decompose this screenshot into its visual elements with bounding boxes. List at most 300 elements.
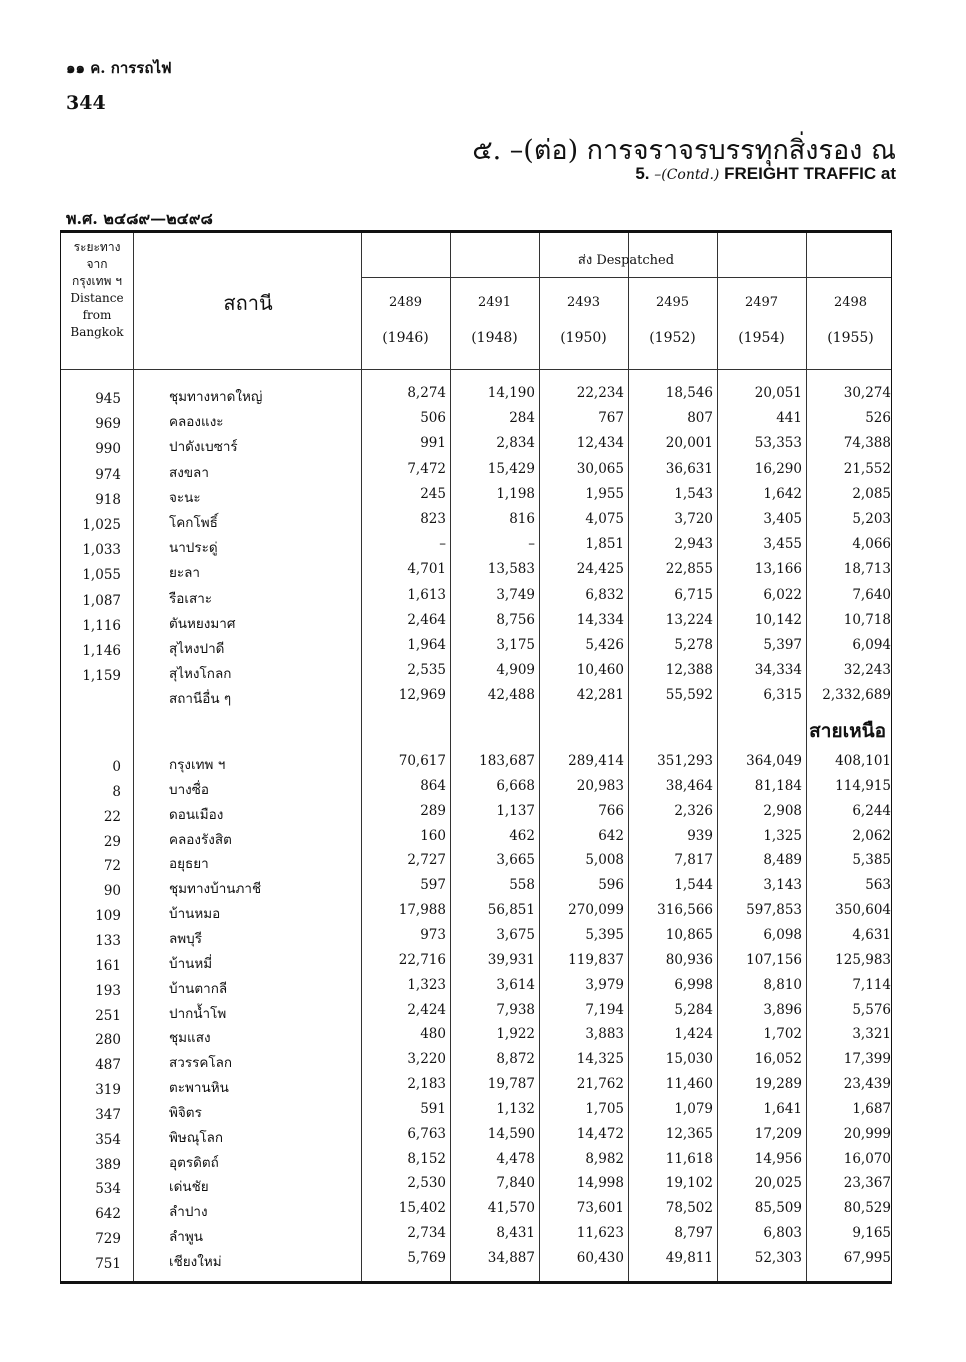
value-cell: 160 [420,827,446,844]
table-row [61,1101,891,1126]
value-cell: 1,543 [674,485,713,502]
value-cell: 24,425 [576,561,624,578]
value-cell: 70,617 [398,753,446,769]
value-cell: 20,999 [843,1125,891,1142]
value-cell: 74,388 [843,435,891,452]
value-cell: 6,094 [852,637,891,653]
station-name-cell: ลพบุรี [169,930,202,947]
english-title-contd: –(Contd.) [654,167,720,183]
value-cell: 6,998 [674,976,713,993]
value-cell: 22,716 [398,951,446,968]
station-name-cell: ลำปาง [169,1204,208,1221]
value-cell: 8,756 [496,611,535,628]
distance-cell: 347 [95,1106,121,1123]
value-cell: 7,817 [674,852,713,869]
value-cell: 2,943 [674,536,713,553]
year-column-header [717,295,806,346]
year-column-header [450,295,539,346]
value-cell: 6,668 [496,777,535,794]
distance-cell: 751 [95,1256,121,1272]
value-cell: 12,365 [665,1125,713,1142]
value-cell: 597 [420,877,446,894]
value-cell: 15,030 [665,1051,713,1068]
value-cell: 642 [598,827,624,844]
value-cell: 14,334 [576,611,624,628]
distance-header-line: กรุงเทพ ฯ [71,274,123,288]
value-cell: 2,062 [852,827,891,844]
distance-cell: 8 [112,783,121,800]
value-cell: 7,640 [852,586,891,603]
distance-cell: 487 [95,1057,121,1074]
value-cell: 3,614 [496,976,535,993]
distance-cell: 1,159 [82,668,121,685]
value-cell: 19,289 [754,1076,802,1093]
header-rule [61,369,891,370]
station-name-cell: พิษณุโลก [169,1129,224,1146]
value-cell: 6,832 [585,586,624,603]
value-cell: 53,353 [754,435,802,452]
value-cell: 1,641 [763,1100,802,1117]
value-cell: 22,855 [665,561,713,578]
value-cell: 3,979 [585,976,624,993]
table-row [61,385,891,410]
table-row [61,1126,891,1151]
year-ce: (1950) [560,330,607,346]
year-be: 2498 [833,295,868,310]
value-cell: 36,631 [665,460,713,477]
value-cell: 1,851 [585,536,624,553]
value-cell: 3,675 [496,926,535,943]
value-cell: 17,988 [398,902,446,919]
value-cell: 289,414 [568,753,624,769]
table-row [61,662,891,687]
station-name-cell: โคกโพธิ์ [169,515,218,531]
value-cell: 20,025 [754,1175,802,1192]
year-column-header [539,295,628,346]
value-cell: 3,665 [496,852,535,869]
value-cell: 5,426 [585,637,624,653]
station-name-cell: บ้านหมอ [169,906,221,923]
value-cell: 1,613 [407,586,446,603]
value-cell: 8,274 [407,385,446,401]
distance-cell: 193 [95,982,121,999]
table-row [61,561,891,586]
table-row [61,410,891,435]
value-cell: 11,460 [665,1076,713,1093]
value-cell: 16,070 [843,1150,891,1167]
value-cell: 34,334 [754,662,802,679]
distance-cell: 945 [95,391,121,407]
value-cell: 2,734 [407,1225,446,1242]
value-cell: 7,938 [496,1001,535,1018]
distance-header-line: Distance [70,291,124,305]
year-ce: (1954) [738,330,785,346]
value-cell: 13,224 [665,611,713,628]
value-cell: 5,203 [852,511,891,527]
value-cell: 5,385 [852,852,891,869]
station-name-cell: สถานีอื่น ๆ [169,691,232,708]
distance-header-line: ระยะทาง [73,240,121,254]
year-ce: (1952) [649,330,696,346]
value-cell: 16,052 [754,1051,802,1068]
value-cell: 14,590 [487,1125,535,1142]
station-name-cell: คลองรังสิต [169,831,232,848]
value-cell: 2,464 [407,611,446,628]
distance-cell: 918 [95,491,121,508]
value-cell: 350,604 [835,902,891,919]
value-cell: 21,552 [843,460,891,477]
value-cell: 14,956 [754,1150,802,1167]
value-cell: – [439,536,446,553]
value-cell: 41,570 [487,1200,535,1217]
value-cell: 3,405 [763,511,802,527]
value-cell: 6,715 [674,586,713,603]
value-cell: 526 [865,410,891,427]
year-range: พ.ศ. ๒๔๘๙—๒๔๙๘ [66,209,213,228]
value-cell: 1,964 [407,637,446,653]
value-cell: 2,326 [674,802,713,819]
value-cell: 8,797 [674,1225,713,1242]
value-cell: 39,931 [487,951,535,968]
distance-cell: 90 [103,883,121,900]
year-be: 2489 [388,295,423,310]
value-cell: 3,455 [763,536,802,553]
year-be: 2495 [655,295,690,310]
value-cell: 1,198 [496,485,535,502]
value-cell: 245 [420,485,446,502]
distance-cell: 319 [95,1082,121,1099]
value-cell: 8,872 [496,1051,535,1068]
distance-cell: 534 [95,1181,121,1198]
value-cell: 78,502 [665,1200,713,1217]
value-cell: 4,478 [496,1150,535,1167]
value-cell: 4,631 [852,926,891,943]
value-cell: 14,472 [576,1125,624,1142]
value-cell: 2,727 [407,852,446,869]
value-cell: 14,190 [487,385,535,401]
value-cell: 766 [598,802,624,819]
distance-cell: 1,146 [82,643,121,659]
value-cell: 823 [420,511,446,527]
value-cell: 85,509 [754,1200,802,1217]
distance-cell: 389 [95,1156,121,1173]
value-cell: 316,566 [657,902,713,919]
value-cell: 56,851 [487,902,535,919]
value-cell: 42,281 [576,687,624,704]
value-cell: 80,936 [665,951,713,968]
station-name-cell: ยะลา [169,565,201,582]
value-cell: 32,243 [843,662,891,679]
value-cell: 12,969 [398,687,446,704]
value-cell: 81,184 [754,777,802,794]
value-cell: 284 [509,410,535,427]
distance-cell: 29 [103,833,121,850]
english-table-title [635,164,896,184]
distance-cell: 133 [95,932,121,949]
table-row [61,877,891,902]
english-title-number: 5. [635,164,650,183]
value-cell: 14,998 [576,1175,624,1192]
value-cell: 1,642 [763,485,802,502]
value-cell: 22,234 [576,385,624,401]
distance-cell: 969 [95,416,121,433]
station-name-cell: ชุมทางบ้านภาชี [169,881,262,898]
value-cell: 351,293 [657,753,713,769]
value-cell: 13,166 [754,561,802,578]
table-row [61,902,891,927]
value-cell: 1,323 [407,976,446,993]
value-cell: 18,713 [843,561,891,578]
value-cell: 2,530 [407,1175,446,1192]
value-cell: 42,488 [487,687,535,704]
value-cell: 408,101 [835,753,891,769]
table-row [61,852,891,877]
value-cell: 1,079 [674,1100,713,1117]
distance-cell: 642 [95,1206,121,1223]
header-rule [361,277,891,278]
value-cell: 10,718 [843,611,891,628]
value-cell: 4,909 [496,662,535,679]
value-cell: 21,762 [576,1076,624,1093]
value-cell: 119,837 [568,951,624,968]
value-cell: 80,529 [843,1200,891,1217]
value-cell: 807 [687,410,713,427]
station-name-cell: ดอนเมือง [169,806,224,823]
distance-cell: 974 [95,466,121,483]
value-cell: 2,908 [763,802,802,819]
value-cell: 8,152 [407,1150,446,1167]
year-ce: (1955) [827,330,874,346]
value-cell: 991 [420,435,446,452]
value-cell: 13,583 [487,561,535,578]
value-cell: 14,325 [576,1051,624,1068]
value-cell: 3,321 [852,1026,891,1043]
running-head: ๑๑ ค. การรถไฟ [66,59,172,77]
thai-table-title: ๕. –(ต่อ) การจราจรบรรทุกสิ่งรอง ณ [472,135,896,166]
value-cell: 5,769 [407,1250,446,1266]
value-cell: 270,099 [568,902,624,919]
value-cell: 1,705 [585,1100,624,1117]
value-cell: 3,143 [763,877,802,894]
value-cell: 55,592 [665,687,713,704]
year-be: 2493 [566,295,601,310]
value-cell: 289 [420,802,446,819]
value-cell: 864 [420,777,446,794]
station-name-cell: บางซื่อ [169,781,210,798]
value-cell: – [528,536,535,553]
value-cell: 5,395 [585,926,624,943]
value-cell: 5,008 [585,852,624,869]
table-row [61,486,891,511]
value-cell: 5,576 [852,1001,891,1018]
value-cell: 1,687 [852,1100,891,1117]
value-cell: 3,749 [496,586,535,603]
station-name-cell: บ้านตากลี [169,980,228,997]
value-cell: 5,284 [674,1001,713,1018]
station-name-cell: นาประดู่ [169,540,218,557]
value-cell: 364,049 [746,753,802,769]
station-name-cell: จะนะ [169,489,201,506]
value-cell: 1,955 [585,485,624,502]
value-cell: 6,315 [763,687,802,704]
value-cell: 20,001 [665,435,713,452]
value-cell: 973 [420,926,446,943]
table-row [61,927,891,952]
value-cell: 767 [598,410,624,427]
value-cell: 19,102 [665,1175,713,1192]
value-cell: 8,489 [763,852,802,869]
year-ce: (1948) [471,330,518,346]
section-label-northern-line: สายเหนือ [809,720,886,742]
table-row [61,461,891,486]
station-name-cell: สุไหงโกลก [169,666,232,683]
station-name-cell: ลำพูน [169,1229,203,1246]
station-name-cell: อุตรดิตถ์ [169,1154,219,1171]
value-cell: 60,430 [576,1250,624,1266]
english-title-text: FREIGHT TRAFFIC at [724,164,896,183]
value-cell: 1,137 [496,802,535,819]
table-row [61,1051,891,1076]
value-cell: 3,720 [674,511,713,527]
value-cell: 939 [687,827,713,844]
value-cell: 5,397 [763,637,802,653]
distance-cell: 22 [103,808,121,825]
value-cell: 506 [420,410,446,427]
page-number: 344 [66,92,106,114]
station-name-cell: บ้านหมี่ [169,955,213,972]
value-cell: 1,702 [763,1026,802,1043]
value-cell: 38,464 [665,777,713,794]
station-name-cell: ปาดังเบซาร์ [169,439,238,456]
value-cell: 3,175 [496,637,535,653]
year-ce: (1946) [382,330,429,346]
table-row [61,1002,891,1027]
value-cell: 1,424 [674,1026,713,1043]
station-name-cell: ตะพานหิน [169,1080,229,1097]
value-cell: 16,290 [754,460,802,477]
distance-cell: 1,116 [82,617,121,634]
table-row [61,1225,891,1250]
distance-header-line: Bangkok [70,325,124,339]
value-cell: 107,156 [746,951,802,968]
value-cell: 3,896 [763,1001,802,1018]
station-name-cell: สวรรคโลก [169,1055,233,1072]
value-cell: 4,075 [585,511,624,527]
value-cell: 114,915 [835,777,891,794]
value-cell: 11,623 [576,1225,624,1242]
value-cell: 10,142 [754,611,802,628]
table-row [61,1250,891,1275]
station-name-cell: รือเสาะ [169,590,213,607]
value-cell: 1,544 [674,877,713,894]
value-cell: 2,535 [407,662,446,679]
distance-cell: 109 [95,908,121,925]
value-cell: 8,810 [763,976,802,993]
station-name-cell: ชุมแสง [169,1030,211,1047]
value-cell: 12,434 [576,435,624,452]
freight-traffic-table [60,230,892,1284]
value-cell: 7,114 [852,976,891,993]
value-cell: 558 [509,877,535,894]
station-header: สถานี [223,291,273,315]
value-cell: 2,834 [496,435,535,452]
value-cell: 15,429 [487,460,535,477]
table-row [61,687,891,712]
table-row [61,612,891,637]
station-name-cell: ตันหยงมาศ [169,615,236,632]
value-cell: 462 [509,827,535,844]
station-name-cell: ชุมทางหาดใหญ่ [169,389,263,405]
value-cell: 52,303 [754,1250,802,1266]
table-row [61,1076,891,1101]
value-cell: 6,244 [852,802,891,819]
value-cell: 2,424 [407,1001,446,1018]
value-cell: 2,085 [852,485,891,502]
despatched-header: ส่ง Despatched [577,253,675,268]
value-cell: 5,278 [674,637,713,653]
distance-cell: 0 [112,759,121,775]
table-row [61,435,891,460]
value-cell: 18,546 [665,385,713,401]
value-cell: 6,098 [763,926,802,943]
table-row [61,637,891,662]
station-name-cell: สงขลา [169,464,209,481]
table-row [61,511,891,536]
value-cell: 2,183 [407,1076,446,1093]
table-row [61,753,891,778]
distance-cell: 354 [95,1131,121,1148]
value-cell: 816 [509,511,535,527]
table-row [61,1026,891,1051]
value-cell: 596 [598,877,624,894]
value-cell: 20,983 [576,777,624,794]
value-cell: 30,065 [576,460,624,477]
value-cell: 9,165 [852,1225,891,1242]
station-name-cell: ปากน้ำโพ [169,1005,227,1022]
year-column-header [806,295,895,346]
value-cell: 563 [865,877,891,894]
table-row [61,1175,891,1200]
station-name-cell: เด่นชัย [169,1179,209,1196]
value-cell: 30,274 [843,385,891,401]
distance-cell: 161 [95,957,121,974]
value-cell: 19,787 [487,1076,535,1093]
value-cell: 7,472 [407,460,446,477]
value-cell: 183,687 [479,753,535,769]
value-cell: 3,883 [585,1026,624,1043]
distance-header-line: จาก [86,257,108,271]
value-cell: 6,022 [763,586,802,603]
value-cell: 4,066 [852,536,891,553]
station-name-cell: กรุงเทพ ฯ [169,757,226,773]
station-name-cell: เชียงใหม่ [169,1254,222,1270]
value-cell: 1,922 [496,1026,535,1043]
value-cell: 10,460 [576,662,624,679]
value-cell: 125,983 [835,951,891,968]
distance-cell: 72 [103,858,121,875]
year-be: 2497 [744,295,779,310]
value-cell: 67,995 [843,1250,891,1266]
table-row [61,1151,891,1176]
value-cell: 597,853 [746,902,802,919]
value-cell: 6,763 [407,1125,446,1142]
value-cell: 3,220 [407,1051,446,1068]
value-cell: 4,701 [407,561,446,578]
distance-cell: 280 [95,1032,121,1049]
value-cell: 23,439 [843,1076,891,1093]
value-cell: 12,388 [665,662,713,679]
table-row [61,1200,891,1225]
